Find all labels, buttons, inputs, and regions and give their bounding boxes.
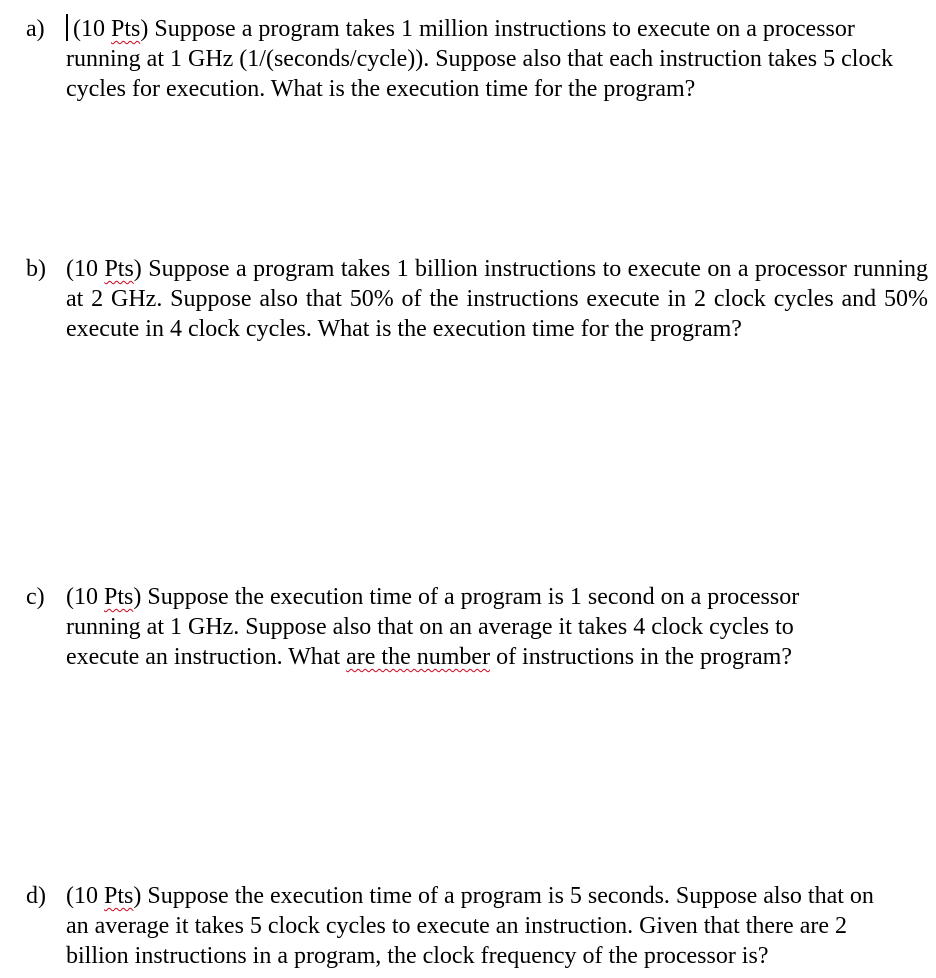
question-label: b) xyxy=(26,256,46,282)
text-cursor xyxy=(66,14,68,41)
points-open: (10 xyxy=(66,256,105,282)
question-body: Suppose a program takes 1 billion instructions to execute on a processor running at 2 GHz. Suppose also that 50% of the instructions execute in 2 clock cycles and 50% execute in 4 clock cycles. What is the execution time for the program? xyxy=(66,256,928,342)
grammar-flagged-phrase[interactable]: are the number xyxy=(346,644,491,670)
spellcheck-flagged-word[interactable]: Pts xyxy=(104,883,134,909)
question-d xyxy=(20,881,928,971)
points-close: ) xyxy=(133,584,142,610)
question-c xyxy=(20,582,928,672)
points-close: ) xyxy=(133,256,142,282)
spellcheck-flagged-word[interactable]: Pts xyxy=(111,16,141,42)
points-open: (10 xyxy=(66,584,104,610)
question-text[interactable] xyxy=(66,254,928,344)
points-close: ) xyxy=(133,883,142,909)
points-open: (10 xyxy=(73,16,111,42)
spellcheck-flagged-word[interactable]: Pts xyxy=(104,584,134,610)
spellcheck-flagged-word[interactable]: Pts xyxy=(104,256,134,282)
points-open: (10 xyxy=(66,883,104,909)
question-label: c) xyxy=(26,584,45,610)
question-label: d) xyxy=(26,883,46,909)
question-a xyxy=(20,14,928,104)
question-body: Suppose the execution time of a program is 1 second on a processor running at 1 GHz. Suppose also that on an average it takes 4 clock cycles to execute an instruction. What xyxy=(66,584,800,670)
question-text[interactable] xyxy=(66,881,896,971)
question-text[interactable] xyxy=(66,582,866,672)
question-body-end: of instructions in the program? xyxy=(490,644,792,670)
question-body: Suppose a program takes 1 million instructions to execute on a processor running at 1 GHz (1/(seconds/cycle)). Suppose also that each instruction takes 5 clock cycles for execution. What is the execution time for the program? xyxy=(66,16,894,102)
question-label: a) xyxy=(26,16,45,42)
question-text[interactable] xyxy=(66,14,928,104)
points-close: ) xyxy=(140,16,149,42)
question-b xyxy=(20,254,928,374)
question-body: Suppose the execution time of a program is 5 seconds. Suppose also that on an average it takes 5 clock cycles to execute an instruction. Given that there are 2 billion instructions in a program, the clock frequency of the processor is? xyxy=(66,883,874,969)
